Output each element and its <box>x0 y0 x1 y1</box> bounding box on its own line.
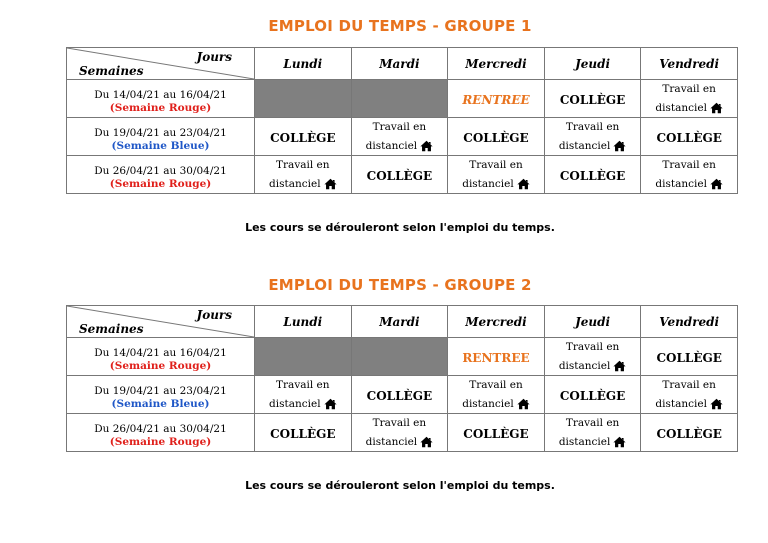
schedule-cell <box>544 338 641 376</box>
remote-work-label: Travail en distanciel <box>448 378 544 410</box>
week-cell <box>67 80 255 118</box>
house-icon <box>420 140 433 152</box>
schedule-cell <box>255 156 352 194</box>
week-dates: Du 19/04/21 au 23/04/21 <box>94 384 227 397</box>
schedule-cell <box>641 118 738 156</box>
house-icon <box>710 398 723 410</box>
remote-work-label: Travail en distanciel <box>545 340 641 372</box>
college-label: COLLÈGE <box>656 131 722 145</box>
remote-work-label: Travail en distanciel <box>545 120 641 152</box>
college-label: COLLÈGE <box>463 131 529 145</box>
schedule-cell <box>351 376 448 414</box>
house-icon <box>324 398 337 410</box>
rentree-label: RENTREE <box>462 351 530 365</box>
house-icon <box>613 436 626 448</box>
house-icon <box>517 398 530 410</box>
day-header-mercredi: Mercredi <box>448 48 545 80</box>
schedule-cell <box>641 338 738 376</box>
college-label: COLLÈGE <box>463 427 529 441</box>
day-header-mardi: Mardi <box>351 306 448 338</box>
semaines-label: Semaines <box>79 322 144 336</box>
college-label: COLLÈGE <box>270 427 336 441</box>
house-icon <box>420 436 433 448</box>
empty-cell <box>351 338 448 376</box>
jours-label: Jours <box>196 50 232 64</box>
week-cell <box>67 118 255 156</box>
group-1-title: EMPLOI DU TEMPS - GROUPE 1 <box>268 17 532 35</box>
table-row <box>67 156 738 194</box>
week-dates: Du 19/04/21 au 23/04/21 <box>94 126 227 139</box>
week-cell <box>67 338 255 376</box>
schedule-cell <box>641 414 738 452</box>
remote-work-label: Travail en distanciel <box>641 158 737 190</box>
week-cell <box>67 414 255 452</box>
remote-work-label: Travail en distanciel <box>255 158 351 190</box>
group-1-timetable <box>66 47 738 194</box>
rentree-label: RENTREE <box>462 93 530 107</box>
day-header-mercredi: Mercredi <box>448 306 545 338</box>
group-2-note: Les cours se dérouleront selon l'emploi du temps. <box>245 479 555 492</box>
week-label: (Semaine Bleue) <box>111 139 210 152</box>
group-2-timetable <box>66 305 738 452</box>
day-header-lundi: Lundi <box>255 48 352 80</box>
empty-cell <box>351 80 448 118</box>
remote-work-label: Travail en distanciel <box>641 378 737 410</box>
schedule-cell <box>351 118 448 156</box>
week-cell <box>67 156 255 194</box>
day-header-jeudi: Jeudi <box>544 306 641 338</box>
remote-work-label: Travail en distanciel <box>255 378 351 410</box>
week-cell <box>67 376 255 414</box>
group-2-title: EMPLOI DU TEMPS - GROUPE 2 <box>268 276 532 294</box>
college-label: COLLÈGE <box>366 169 433 183</box>
schedule-cell <box>255 118 352 156</box>
remote-work-label: Travail en distanciel <box>352 120 448 152</box>
college-label: COLLÈGE <box>366 389 433 403</box>
schedule-cell <box>255 414 352 452</box>
house-icon <box>324 178 337 190</box>
schedule-cell <box>448 376 545 414</box>
college-label: COLLÈGE <box>656 427 722 441</box>
remote-work-label: Travail en distanciel <box>641 82 737 114</box>
schedule-cell <box>448 338 545 376</box>
semaines-label: Semaines <box>79 64 144 78</box>
jours-label: Jours <box>196 308 232 322</box>
week-dates: Du 14/04/21 au 16/04/21 <box>94 346 227 359</box>
week-label: (Semaine Rouge) <box>109 359 212 372</box>
table-row <box>67 338 738 376</box>
schedule-cell <box>641 156 738 194</box>
schedule-cell <box>448 80 545 118</box>
header-row <box>67 306 738 338</box>
table-row <box>67 414 738 452</box>
house-icon <box>613 360 626 372</box>
day-header-mardi: Mardi <box>351 48 448 80</box>
college-label: COLLÈGE <box>559 389 626 403</box>
college-label: COLLÈGE <box>559 169 626 183</box>
schedule-cell <box>351 156 448 194</box>
remote-work-label: Travail en distanciel <box>352 416 448 448</box>
table-row <box>67 118 738 156</box>
schedule-cell <box>544 80 641 118</box>
schedule-cell <box>544 156 641 194</box>
schedule-cell <box>255 376 352 414</box>
header-row <box>67 48 738 80</box>
schedule-cell <box>351 414 448 452</box>
house-icon <box>613 140 626 152</box>
schedule-cell <box>544 376 641 414</box>
day-header-vendredi: Vendredi <box>641 48 738 80</box>
group-1-note: Les cours se dérouleront selon l'emploi du temps. <box>245 221 555 234</box>
remote-work-label: Travail en distanciel <box>545 416 641 448</box>
week-label: (Semaine Bleue) <box>111 397 210 410</box>
week-dates: Du 26/04/21 au 30/04/21 <box>94 422 227 435</box>
week-dates: Du 26/04/21 au 30/04/21 <box>94 164 227 177</box>
schedule-cell <box>641 80 738 118</box>
schedule-cell <box>448 118 545 156</box>
week-label: (Semaine Rouge) <box>109 101 212 114</box>
college-label: COLLÈGE <box>270 131 336 145</box>
week-label: (Semaine Rouge) <box>109 177 212 190</box>
week-dates: Du 14/04/21 au 16/04/21 <box>94 88 227 101</box>
schedule-cell <box>448 156 545 194</box>
table-row <box>67 376 738 414</box>
house-icon <box>710 178 723 190</box>
day-header-vendredi: Vendredi <box>641 306 738 338</box>
empty-cell <box>255 80 352 118</box>
schedule-cell <box>641 376 738 414</box>
week-label: (Semaine Rouge) <box>109 435 212 448</box>
house-icon <box>517 178 530 190</box>
schedule-cell <box>544 118 641 156</box>
college-label: COLLÈGE <box>656 351 722 365</box>
empty-cell <box>255 338 352 376</box>
corner-cell <box>67 306 255 338</box>
corner-cell <box>67 48 255 80</box>
schedule-cell <box>448 414 545 452</box>
college-label: COLLÈGE <box>559 93 626 107</box>
day-header-lundi: Lundi <box>255 306 352 338</box>
table-row <box>67 80 738 118</box>
day-header-jeudi: Jeudi <box>544 48 641 80</box>
remote-work-label: Travail en distanciel <box>448 158 544 190</box>
house-icon <box>710 102 723 114</box>
schedule-cell <box>544 414 641 452</box>
